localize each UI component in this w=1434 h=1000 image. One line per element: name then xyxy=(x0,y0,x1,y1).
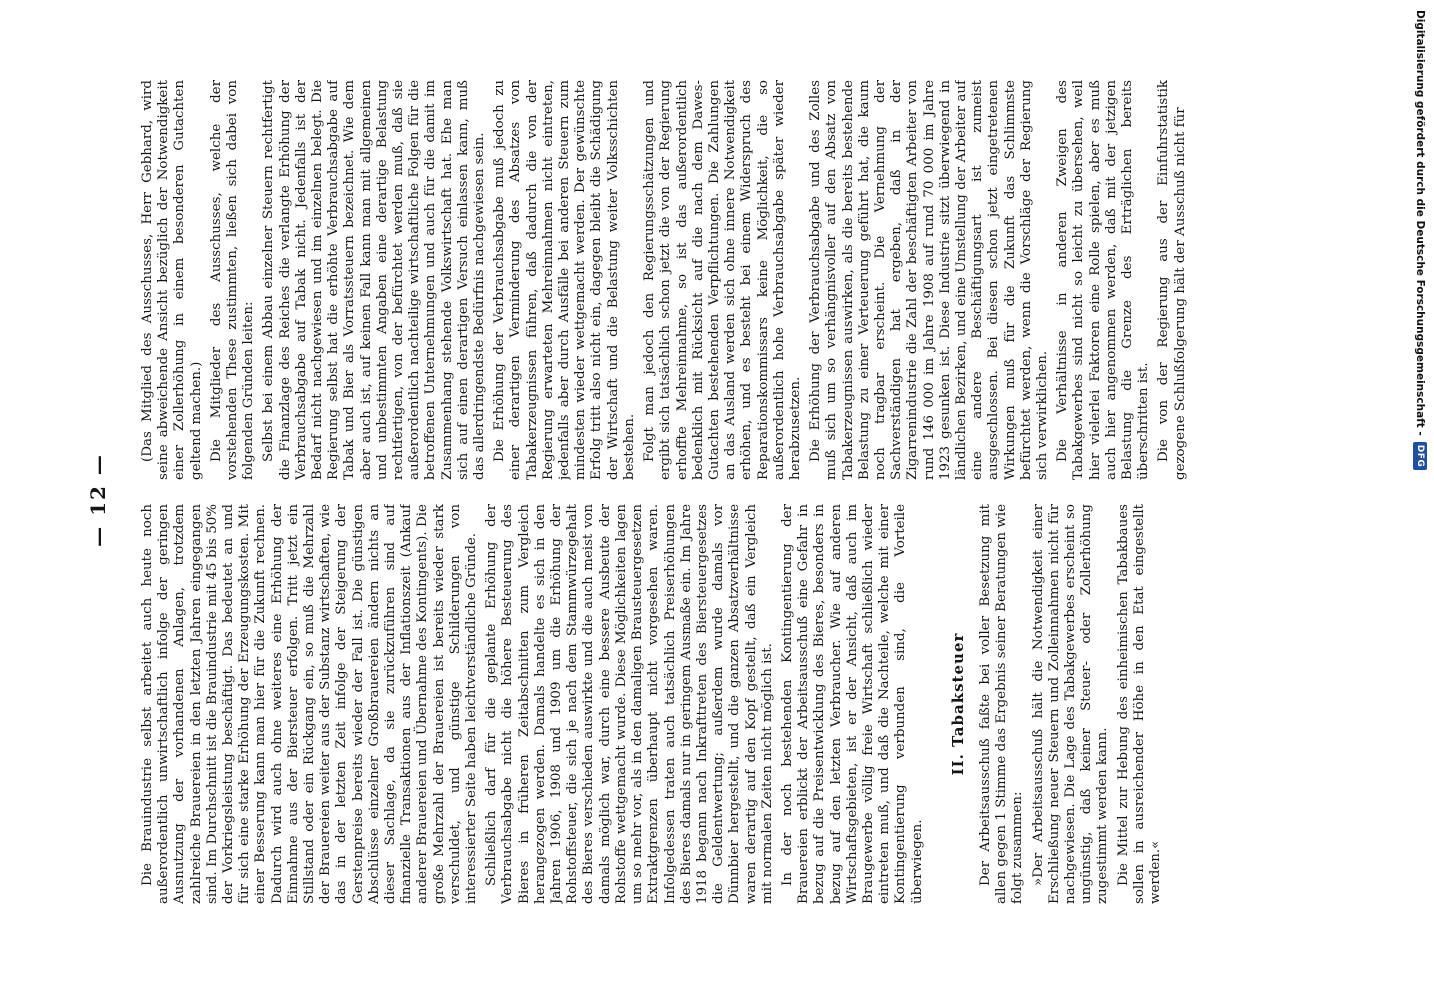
left-column xyxy=(140,504,1290,904)
rotated-page xyxy=(50,60,1390,940)
page-number: — 12 — xyxy=(86,453,110,547)
paragraph: Die Verhältnisse in anderen Zweigen des Tabakgewerbes sind nicht so leicht zu übersehen, weil hier vielerlei Faktoren eine Rolle spielen, aber es muß auch hier angenommen werden, daß mit der jetzigen Belastung die Grenze des Erträglichen bereits überschritten ist. xyxy=(1055,80,1152,480)
credit-text: Digitalisierung gefördert durch die Deutsche Forschungsgemeinschaft - xyxy=(1414,10,1426,436)
paragraph: (Das Mitglied des Ausschusses, Herr Gebhard, wird seine abweichende Ansicht bezüglich der Notwendigkeit einer Zollerhöhung in einem besonderen Gutachten geltend machen.) xyxy=(140,80,204,480)
right-column xyxy=(140,80,1290,480)
paragraph: Die Erhöhung der Verbrauchsabgabe und des Zolles muß sich um so verhängnisvoller auf den Absatz von Tabakerzeugnissen auswirken, als die bereits bestehende Belastung zu einer Verteuerung geführt hat, die kaum noch tragbar erscheint. Die Vernehmung der Sachverständigen hat ergeben, daß in der Zigarrenindustrie die Zahl der beschäftigten Arbeiter von rund 146 000 im Jahre 1908 auf rund 70 000 im Jahre 1923 gesunken ist. Diese Industrie sitzt überwiegend in ländlichen Bezirken, und eine Umstellung der Arbeiter auf eine andere Beschäftigungsart ist zumeist ausgeschlossen. Bei diesen schon jetzt eingetretenen Wirkungen muß für die Zukunft das Schlimmste befürchtet werden, wenn die Vorschläge der Regierung sich verwirklichen. xyxy=(808,80,1050,480)
paragraph: Die Brauindustrie selbst arbeitet auch heute noch außerordentlich unwirtschaftlich infolge der geringen Ausnutzung der vorhandenen Anlagen, trotzdem zahlreiche Brauereien in den letzten Jahren eingegangen sind. Im Durchschnitt ist die Brauindustrie mit 45 bis 50% der Vorkriegsleistung beschäftigt. Das bedeutet an und für sich eine starke Erhöhung der Erzeugungskosten. Mit einer Besserung kann man hier für die Zukunft rechnen. Dadurch wird auch ohne weiteres eine Erhöhung der Einnahme aus der Biersteuer erfolgen. Tritt jetzt ein Stillstand oder ein Rückgang ein, so muß die Mehrzahl der Brauereien weiter aus der Substanz wirtschaften, wie das in der letzten Zeit infolge der Steigerung der Gerstenpreise bereits wieder der Fall ist. Die günstigen Abschlüsse einzelner Großbrauereien ändern nichts an dieser Sachlage, da sie zurückzuführen sind auf finanzielle Transaktionen aus der Inflationszeit (Ankauf anderer Brauereien und Übernahme des Kontingents). Die große Mehrzahl der Brauereien ist bereits wieder stark verschuldet, und günstige Schilderungen von interessierter Seite haben leichtverständliche Gründe. xyxy=(140,504,480,904)
paragraph: Folgt man jedoch den Regierungsschätzungen und ergibt sich tatsächlich schon jetzt die von der Regierung erhoffte Mehreinnahme, so ist das außerordentlich bedenklich mit Rücksicht auf die nach dem Dawes-Gutachten bestehenden Verpflichtungen. Die Zahlungen an das Ausland werden sich ohne innere Notwendigkeit erhöhen, und es besteht bei einem Widerspruch des Reparationskommissars keine Möglichkeit, die so außerordentlich hohe Verbrauchsabgabe später wieder herabzusetzen. xyxy=(642,80,803,480)
paragraph: In der noch bestehenden Kontingentierung der Brauereien erblickt der Arbeitsausschuß eine Gefahr in bezug auf die Preisentwicklung des Bieres, besonders in bezug auf den letzten Verbraucher. Wie auf anderen Wirtschaftsgebieten, ist er der Ansicht, daß auch im Braugewerbe völlig freie Wirtschaft schließlich wieder eintreten muß, und daß die Nachteile, welche mit einer Kontingentierung verbunden sind, die Vorteile überwiegen. xyxy=(779,504,925,904)
paragraph: Der Arbeitsausschuß faßte bei voller Besetzung mit allen gegen 1 Stimme das Ergebnis seiner Beratungen wie folgt zusammen: xyxy=(977,504,1026,904)
section-heading: II. Tabaksteuer xyxy=(948,632,967,776)
paragraph: Die Erhöhung der Verbrauchsabgabe muß jedoch zu einer derartigen Verminderung des Absatzes von Tabakerzeugnissen führen, daß dadurch die von der Regierung erwarteten Mehreinnahmen nicht eintreten, jedenfalls aber durch Ausfälle bei anderen Steuern zum mindesten wieder wettgemacht werden. Der gewünschte Erfolg tritt also nicht ein, dagegen bleibt die Schädigung der Wirtschaft und die Belastung weiter Volksschichten bestehen. xyxy=(492,80,637,480)
dfg-logo: DFG xyxy=(1413,442,1427,471)
quote-paragraph: Die Mittel zur Hebung des einheimischen Tabakbaues sollen in ausreichender Höhe in den Etat eingestellt werden.« xyxy=(1115,504,1163,904)
paragraph: Die von der Regierung aus der Einfuhrstatistik gezogene Schlußfolgerung hält der Ausschuß nicht für xyxy=(1156,80,1188,480)
digitization-credit xyxy=(1413,10,1431,995)
paragraph: Die Mitglieder des Ausschusses, welche der vorstehenden These zustimmten, ließen sich dabei von folgenden Gründen leiten: xyxy=(208,80,257,480)
paragraph: Schließlich darf für die geplante Erhöhung der Verbrauchsabgabe nicht die höhere Besteuerung des Bieres in früheren Zeitabschnitten zum Vergleich herangezogen werden. Damals handelte es sich in den Jahren 1906, 1908 und 1909 um die Erhöhung der Rohstoffsteuer, die sich je nach dem Stammwürzegehalt des Bieres verschieden auswirkte und die auch meist von damals möglich war, durch eine bessere Ausbeute der Rohstoffe wettgemacht wurde. Diese Möglichkeiten lagen um so mehr vor, als in den damaligen Brausteuergesetzen Extraktgrenzen überhaupt nicht vorgesehen waren. Infolgedessen traten auch tatsächlich Preiserhöhungen des Bieres damals nur in geringem Ausmaße ein. Im Jahre 1918 begann nach Inkrafttreten des Biersteuergesetzes die Geldentwertung; außerdem wurde damals vor Dünnbier hergestellt, und die ganzen Absatzverhältnisse waren derartig auf den Kopf gestellt, daß ein Vergleich mit normalen Zeiten nicht möglich ist. xyxy=(484,504,775,904)
quote-paragraph: »Der Arbeitsausschuß hält die Notwendigkeit einer Erschließung neuer Steuern und Zolleinnahmen nicht für nachgewiesen. Die Lage des Tabakgewerbes erscheint so ungünstig, daß keiner Steuer- oder Zollerhöhung zugestimmt werden kann. xyxy=(1030,504,1111,904)
paragraph: Selbst bei einem Abbau einzelner Steuern rechtfertigt die Finanzlage des Reiches die verlangte Erhöhung der Verbrauchsabgabe auf Tabak nicht. Jedenfalls ist der Bedarf nicht nachgewiesen und im einzelnen belegt. Die Regierung selbst hat die erhöhte Verbrauchsabgabe auf Tabak und Bier als Vorratssteuern bezeichnet. Wie dem aber auch ist, auf keinen Fall kann man mit allgemeinen und unbestimmten Angaben eine derartige Belastung rechtfertigen, von der befürchtet werden muß, daß sie außerordentlich nachteilige wirtschaftliche Folgen für die betroffenen Unternehmungen und auch für die damit im Zusammenhang stehende Volkswirtschaft hat. Ehe man sich auf einen derartigen Versuch einlassen kann, muß das allerdringendste Bedürfnis nachgewiesen sein. xyxy=(261,80,488,480)
